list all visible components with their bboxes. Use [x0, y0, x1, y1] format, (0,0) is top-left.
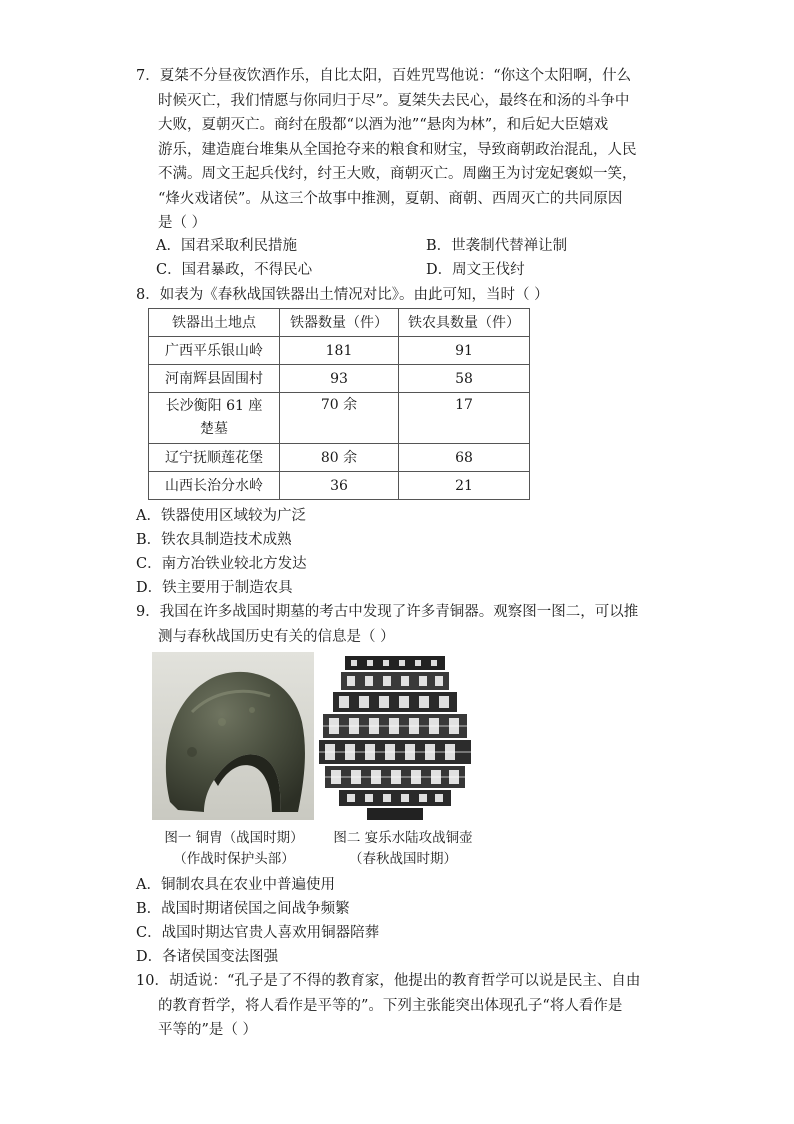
- table-cell: 长沙衡阳 61 座楚墓: [149, 393, 280, 444]
- q7-option-c[interactable]: C．国君暴政，不得民心: [156, 262, 313, 278]
- q10-line: 10．胡适说：“孔子是了不得的教育家，他提出的教育哲学可以说是民主、自由: [136, 973, 641, 989]
- q9-option-a[interactable]: A．铜制农具在农业中普遍使用: [136, 877, 335, 893]
- q9-line: 测与春秋战国历史有关的信息是（ ）: [158, 628, 395, 645]
- table-row: [149, 472, 530, 500]
- q7-line: “烽火戏诸侯”。从这三个故事中推测，夏朝、商朝、西周灭亡的共同原因: [158, 190, 623, 207]
- q8-option-c[interactable]: C．南方冶铁业较北方发达: [136, 556, 307, 572]
- question-7: [136, 64, 676, 236]
- table-cell: 山西长治分水岭: [149, 472, 280, 500]
- table-row: [149, 365, 530, 393]
- table-cell: 93: [280, 365, 399, 393]
- q7-option-b[interactable]: B．世袭制代替禅让制: [426, 238, 568, 254]
- iron-artifacts-table: [148, 308, 530, 500]
- table-header-row: [149, 309, 530, 337]
- q8-option-d[interactable]: D．铁主要用于制造农具: [136, 580, 293, 596]
- table-cell: 36: [280, 472, 399, 500]
- table-cell: 河南辉县固围村: [149, 365, 280, 393]
- table-cell: 181: [280, 337, 399, 365]
- q9-option-d[interactable]: D．各诸侯国变法图强: [136, 949, 279, 965]
- q9-option-b[interactable]: B．战国时期诸侯国之间战争频繁: [136, 901, 350, 917]
- table-header-cell: 铁器数量（件）: [280, 309, 399, 337]
- q7-line: 大败，夏朝灭亡。商纣在殷都“以酒为池”“悬肉为林”，和后妃大臣嬉戏: [158, 117, 609, 133]
- figure-1-caption: [150, 828, 318, 870]
- table-cell: 17: [399, 393, 530, 444]
- table-row: [149, 444, 530, 472]
- q9-line: 9．我国在许多战国时期墓的考古中发现了许多青铜器。观察图一图二，可以推: [136, 604, 639, 620]
- figure-1-caption-line: 图一 铜胄（战国时期）: [164, 830, 304, 846]
- table-row: [149, 393, 530, 444]
- table-cell: 91: [399, 337, 530, 365]
- table-row: [149, 337, 530, 365]
- table-cell: 21: [399, 472, 530, 500]
- q10-line: 的教育哲学，将人看作是平等的”。下列主张能突出体现孔子“将人看作是: [158, 997, 623, 1014]
- q9-option-c[interactable]: C．战国时期达官贵人喜欢用铜器陪葬: [136, 925, 380, 941]
- question-10: [136, 969, 676, 1043]
- q7-line: 时候灭亡，我们情愿与你同归于尽”。夏桀失去民心，最终在和汤的斗争中: [158, 92, 630, 109]
- bronze-helmet-photo: [152, 652, 314, 820]
- q7-line: 不满。周文王起兵伐纣，纣王大败，商朝灭亡。周幽王为讨宠妃褒姒一笑，: [158, 166, 637, 182]
- table-cell: 80 余: [280, 444, 399, 472]
- q7-option-a[interactable]: A．国君采取利民措施: [156, 238, 297, 254]
- figure-2-caption: [318, 828, 488, 870]
- question-9: [136, 600, 676, 649]
- bronze-pot-pattern-drawing: [317, 654, 473, 822]
- q7-option-d[interactable]: D．周文王伐纣: [426, 262, 525, 278]
- table-cell: 70 余: [280, 393, 399, 444]
- table-cell: 辽宁抚顺莲花堡: [149, 444, 280, 472]
- q8-option-b[interactable]: B．铁农具制造技术成熟: [136, 532, 292, 548]
- figure-2-caption-line: （春秋战国时期）: [349, 851, 457, 867]
- table-cell: 58: [399, 365, 530, 393]
- figure-2-caption-line: 图二 宴乐水陆攻战铜壶: [333, 830, 473, 846]
- table-cell: 68: [399, 444, 530, 472]
- figure-1-caption-line: （作战时保护头部）: [173, 851, 295, 867]
- q7-line: 是（ ）: [158, 215, 207, 231]
- q7-line: 7．夏桀不分昼夜饮酒作乐，自比太阳，百姓咒骂他说：“你这个太阳啊，什么: [136, 68, 632, 84]
- table-cell: 广西平乐银山岭: [149, 337, 280, 365]
- table-header-cell: 铁农具数量（件）: [399, 309, 530, 337]
- q8-option-a[interactable]: A．铁器使用区域较为广泛: [136, 508, 306, 524]
- q8-stem: 8．如表为《春秋战国铁器出土情况对比》。由此可知，当时（ ）: [136, 287, 549, 303]
- q10-line: 平等的”是（ ）: [158, 1022, 258, 1038]
- q7-line: 游乐，建造鹿台堆集从全国抢夺来的粮食和财宝，导致商朝政治混乱，人民: [158, 141, 637, 158]
- table-header-cell: 铁器出土地点: [149, 309, 280, 337]
